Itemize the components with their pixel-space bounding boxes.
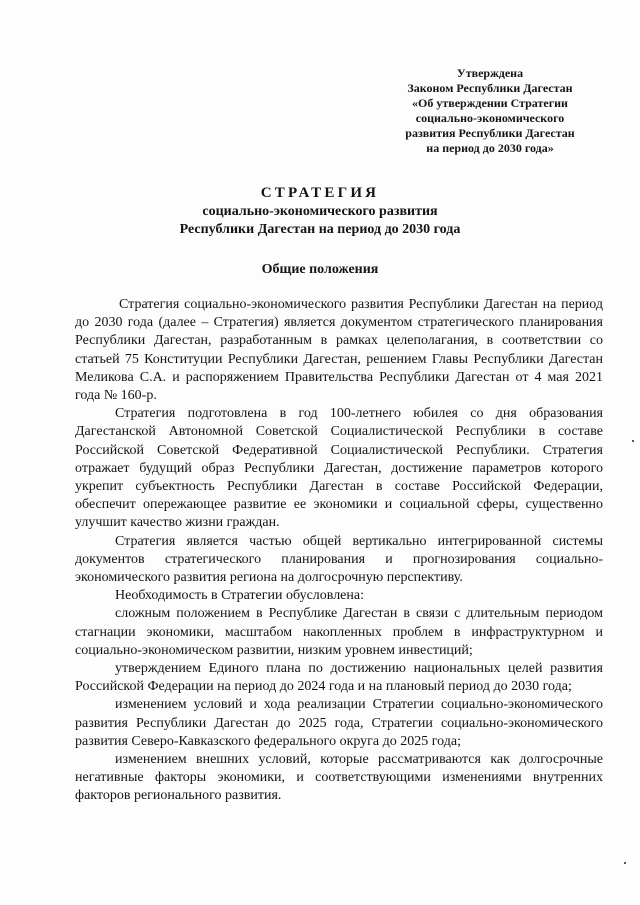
body-paragraph: Стратегия социально-экономического развития Республики Дагестан на период до 2030 года (далее – Стратегия) является документом стратегического планирования Республики Дагестан, разработанным в рамках целеполагания, в соответствии со статьей 75 Конституции Республики Дагестан, решением Главы Республики Дагестан Меликова С.А. и распоряжением Правительства Республики Дагестан от 4 мая 2021 года № 160-р. bbox=[75, 297, 603, 404]
approval-stamp bbox=[380, 66, 600, 156]
body-paragraph: Стратегия подготовлена в год 100-летнего юбилея со дня образования Дагестанской Автономной Советской Социалистической Республики в составе Российской Советской Федеративной Социалистической Республики. Стратегия отражает будущий образ Республики Дагестан, достижение параметров которого укрепит субъектность Республики Дагестан в составе Российской Федерации, обеспечит опережающее развитие ее экономики и социальной сферы, существенно улучшит качество жизни граждан. bbox=[75, 406, 603, 531]
body-paragraph: изменением внешних условий, которые рассматриваются как долгосрочные негативные факторы экономики, и соответствующими изменениями внутренних факторов регионального развития. bbox=[75, 752, 603, 804]
approval-line: Законом Республики Дагестан bbox=[407, 81, 573, 95]
body-paragraph: Необходимость в Стратегии обусловлена: bbox=[115, 588, 364, 604]
scan-speck bbox=[632, 440, 634, 442]
scan-speck bbox=[624, 862, 626, 864]
body-paragraph: Стратегия является частью общей вертикально интегрированной системы документов стратегического планирования и прогнозирования социально-экономического развития региона на долгосрочную перспективу. bbox=[75, 533, 603, 586]
title-subtitle-line: социально-экономического развития bbox=[202, 204, 438, 219]
document-body bbox=[75, 296, 603, 806]
document-title bbox=[0, 184, 640, 239]
approval-line: развития Республики Дагестан bbox=[405, 126, 575, 140]
section-heading: Общие положения bbox=[261, 262, 379, 277]
body-paragraph: утверждением Единого плана по достижению национальных целей развития Российской Федерации на период до 2024 года и на плановый период до 2030 года; bbox=[75, 661, 603, 695]
approval-line: «Об утверждении Стратегии bbox=[412, 96, 568, 110]
title-subtitle-line: Республики Дагестан на период до 2030 года bbox=[179, 222, 461, 237]
body-paragraph: сложным положением в Республике Дагестан в связи с длительным периодом стагнации экономики, масштабом накопленных проблем в инфраструктурном и социально-экономическом развитии, низким уровнем инвестиций; bbox=[75, 606, 603, 658]
approval-line: Утверждена bbox=[456, 66, 524, 80]
body-paragraph: изменением условий и хода реализации Стратегии социально-экономического развития Республики Дагестан до 2025 года, Стратегии социально-экономического развития Северо-Кавказского федерального округа до 2025 года; bbox=[75, 697, 603, 749]
approval-line: на период до 2030 года» bbox=[426, 141, 554, 155]
approval-line: социально-экономического bbox=[415, 111, 565, 125]
title-main: СТРАТЕГИЯ bbox=[260, 185, 380, 201]
